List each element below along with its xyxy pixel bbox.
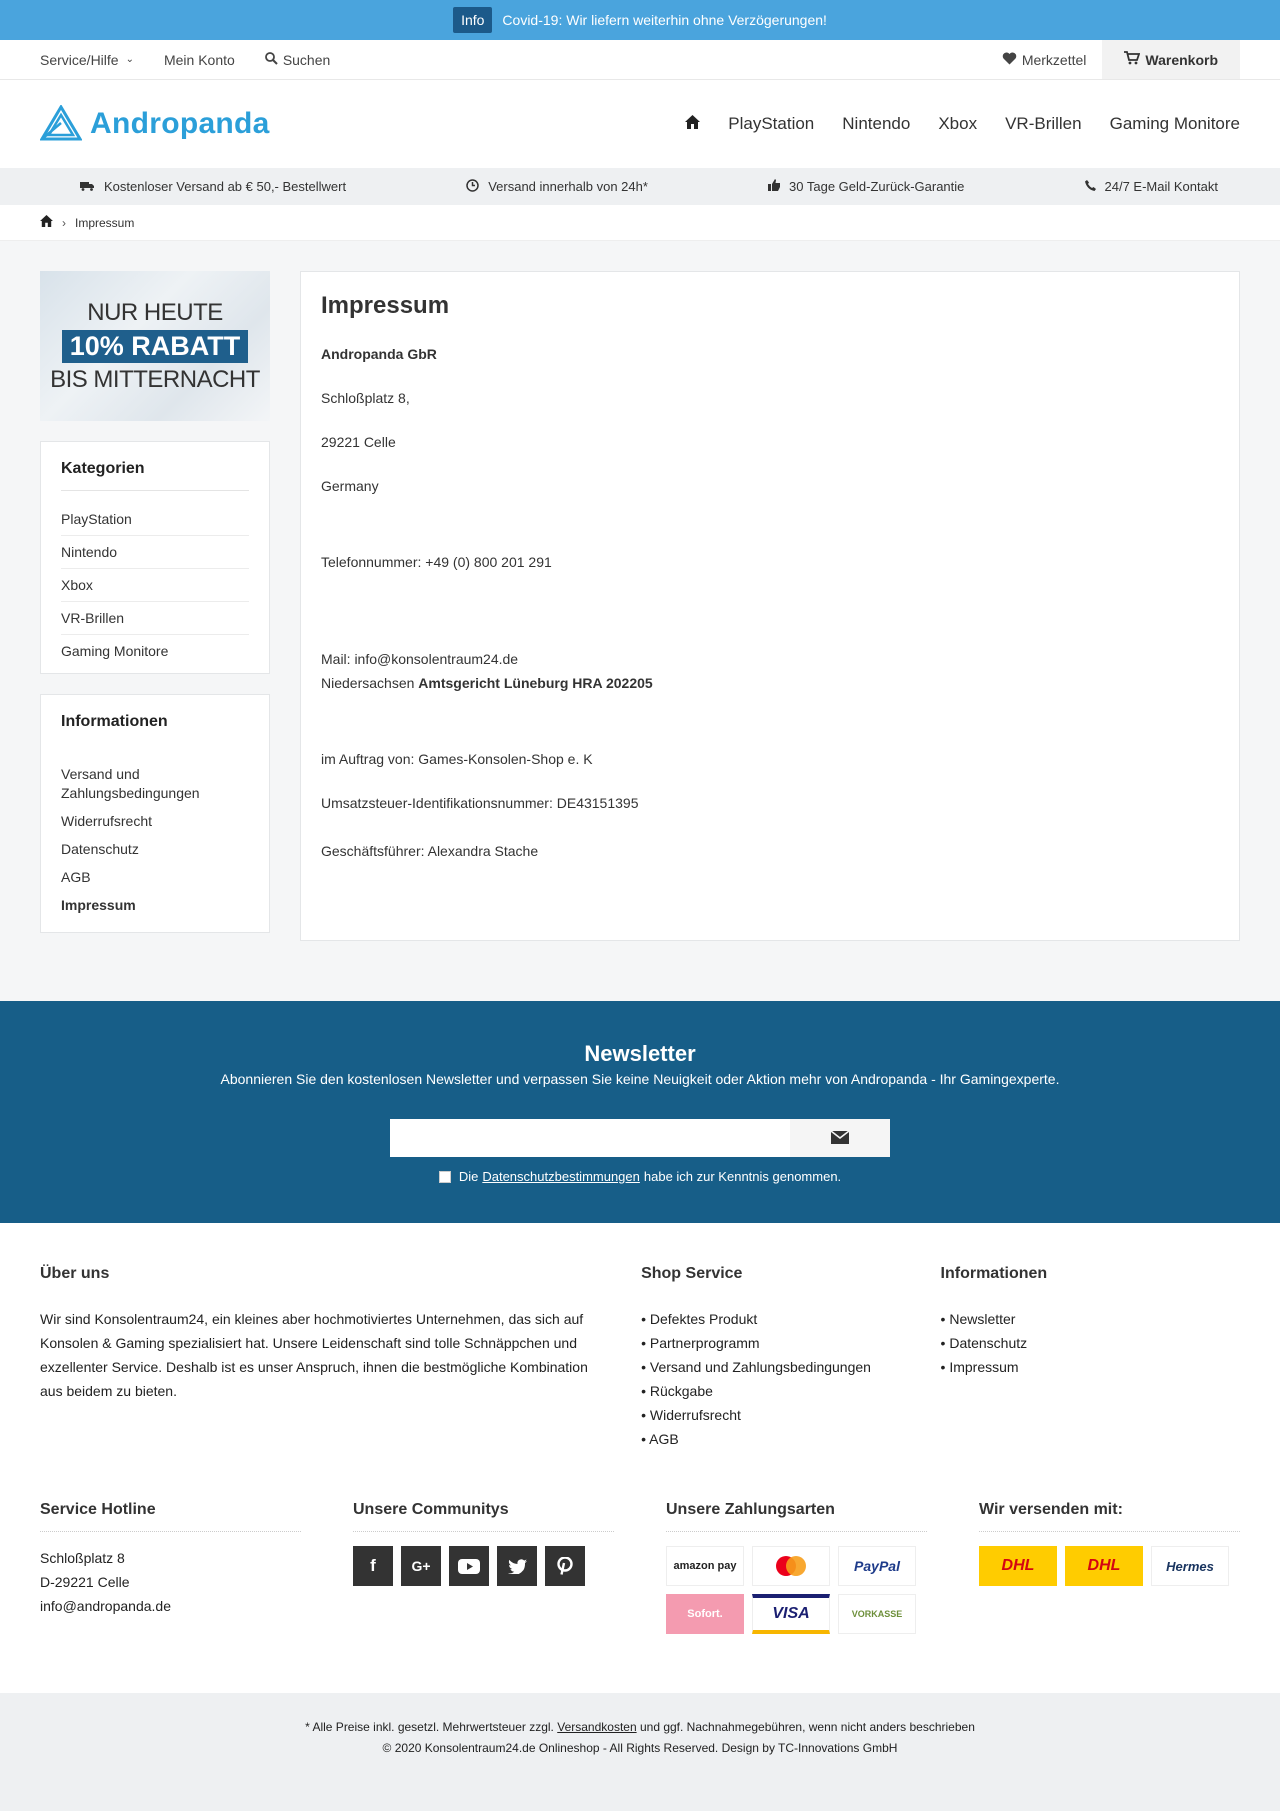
privacy-text-pre: Die (458, 1169, 479, 1184)
footer-shop-title: Shop Service (641, 1265, 743, 1282)
usp-bar (0, 168, 1280, 205)
footer-info-title: Informationen (940, 1265, 1048, 1282)
main-nav (657, 114, 1240, 134)
privacy-checkbox[interactable] (439, 1171, 451, 1183)
search-link[interactable] (265, 52, 330, 68)
footer-shipping-title: Wir versenden mit: (979, 1501, 1240, 1532)
home-icon (685, 115, 700, 129)
nav-home[interactable] (685, 114, 700, 134)
usp-shipping-time-text: Versand innerhalb von 24h* (488, 179, 648, 194)
footer-link-widerrufsrecht[interactable]: • Widerrufsrecht (641, 1403, 940, 1427)
twitter-icon[interactable] (497, 1546, 537, 1586)
info-banner (0, 0, 1280, 40)
court-register: Amtsgericht Lüneburg HRA 202205 (418, 675, 653, 691)
company-street: Schloßplatz 8, (321, 390, 410, 406)
promo-line-2: 10% RABATT (62, 330, 249, 363)
newsletter-form (390, 1119, 890, 1157)
footer-link-datenschutz[interactable]: • Datenschutz (941, 1331, 1240, 1355)
nav-xbox[interactable]: Xbox (938, 114, 978, 133)
paypal-logo: PayPal (838, 1546, 916, 1586)
copyright-bar (0, 1693, 1280, 1811)
promo-banner[interactable] (40, 271, 270, 421)
site-header (0, 80, 1280, 168)
cart-icon (1124, 51, 1140, 68)
breadcrumb-current[interactable]: Impressum (75, 215, 135, 230)
service-help-dropdown[interactable] (40, 52, 134, 68)
mastercard-logo (752, 1546, 830, 1586)
footer-link-rueckgabe[interactable]: • Rückgabe (641, 1379, 940, 1403)
wishlist-link[interactable] (986, 40, 1103, 79)
sidebar-item-versand[interactable]: Versand und Zahlungsbedingungen (61, 766, 200, 801)
envelope-icon (831, 1131, 849, 1144)
sidebar-item-playstation[interactable]: PlayStation (61, 503, 249, 536)
page-title: Impressum (321, 292, 450, 319)
footer-link-agb[interactable]: • AGB (641, 1427, 940, 1451)
wishlist-label: Merkzettel (1021, 51, 1087, 68)
newsletter-section (0, 1001, 1280, 1223)
truck-icon (80, 179, 95, 194)
sidebar-item-nintendo[interactable]: Nintendo (61, 536, 249, 569)
cart-label: Warenkorb (1145, 51, 1218, 68)
cart-button[interactable] (1102, 40, 1240, 79)
company-country: Germany (321, 478, 379, 494)
footer-hotline (40, 1501, 301, 1634)
search-label: Suchen (282, 51, 331, 68)
managing-director: Geschäftsführer: Alexandra Stache (321, 843, 539, 859)
site-footer (0, 1223, 1280, 1693)
clock-icon (466, 179, 479, 195)
phone-icon (1085, 179, 1096, 194)
google-plus-icon[interactable]: G+ (401, 1546, 441, 1586)
chevron-down-icon: ⌄ (125, 54, 134, 65)
footer-payments (666, 1501, 927, 1634)
footer-information (941, 1265, 1240, 1451)
copyright-text: © 2020 Konsolentraum24.de Onlineshop - All Rights Reserved. Design by TC-Innovations GmbH (382, 1741, 898, 1755)
info-badge: Info (453, 7, 492, 33)
sidebar-item-datenschutz[interactable]: Datenschutz (61, 841, 139, 857)
sidebar (40, 271, 270, 1001)
usp-contact (1085, 179, 1218, 194)
categories-box (40, 441, 270, 674)
vorkasse-logo: VORKASSE (838, 1594, 916, 1634)
promo-line-3: BIS MITTERNACHT (50, 365, 260, 393)
newsletter-title: Newsletter (584, 1041, 696, 1066)
thumbs-up-icon (768, 179, 780, 194)
breadcrumb (0, 205, 1280, 241)
usp-free-shipping (80, 179, 346, 194)
company-court-line (321, 671, 1219, 695)
chevron-right-icon: › (62, 215, 66, 230)
footer-about-text: Wir sind Konsolentraum24, ein kleines aber hochmotiviertes Unternehmen, das sich auf Konsolen & Gaming spezialisiert hat. Unsere Leidenschaft sind tolle Schnäppchen und exzellenter Service. Deshalb ist es unser Anspruch, ihnen die bestmögliche Kombination aus beidem zu bieten. (40, 1311, 588, 1399)
nav-vr-brillen[interactable]: VR-Brillen (1005, 114, 1082, 133)
newsletter-subtitle: Abonnieren Sie den kostenlosen Newsletter und verpassen Sie keine Neuigkeit oder Aktion mehr von Andropanda - Ihr Gamingexperte. (220, 1071, 1060, 1087)
privacy-consent (439, 1169, 841, 1184)
footer-community-title: Unsere Communitys (353, 1501, 614, 1532)
company-mail: Mail: info@konsolentraum24.de (321, 651, 519, 667)
categories-title: Kategorien (61, 460, 249, 491)
footer-shipping (979, 1501, 1240, 1634)
vat-id: Umsatzsteuer-Identifikationsnummer: DE43151395 (321, 795, 639, 811)
tax-note-pre: * Alle Preise inkl. gesetzl. Mehrwertsteuer zzgl. (305, 1720, 554, 1734)
sofort-logo: Sofort. (666, 1594, 744, 1634)
company-city: 29221 Celle (321, 434, 396, 450)
sidebar-item-vr-brillen[interactable]: VR-Brillen (61, 602, 249, 635)
order-of: im Auftrag von: Games-Konsolen-Shop e. K (321, 751, 593, 767)
pinterest-icon[interactable] (545, 1546, 585, 1586)
dhl-express-logo: DHL (1065, 1546, 1143, 1586)
footer-about (40, 1265, 641, 1451)
tax-note-post: und ggf. Nachnahmegebühren, wenn nicht anders beschrieben (639, 1720, 975, 1734)
footer-link-impressum[interactable]: • Impressum (941, 1355, 1240, 1379)
sidebar-item-agb[interactable]: AGB (61, 869, 91, 885)
footer-link-versand[interactable]: • Versand und Zahlungsbedingungen (641, 1355, 940, 1379)
info-message: Covid-19: Wir liefern weiterhin ohne Verzögerungen! (502, 12, 827, 28)
privacy-text-post: habe ich zur Kenntnis genommen. (643, 1169, 842, 1184)
tax-note (305, 1717, 975, 1738)
my-account-link[interactable] (164, 52, 235, 68)
footer-communities (353, 1501, 614, 1634)
usp-contact-text: 24/7 E-Mail Kontakt (1104, 179, 1218, 194)
newsletter-submit-button[interactable] (790, 1119, 890, 1157)
shipping-costs-link[interactable]: Versandkosten (557, 1720, 637, 1734)
usp-money-back-text: 30 Tage Geld-Zurück-Garantie (789, 179, 965, 194)
sidebar-item-xbox[interactable]: Xbox (61, 569, 249, 602)
hotline-email[interactable]: info@andropanda.de (40, 1598, 171, 1614)
footer-hotline-title: Service Hotline (40, 1501, 301, 1532)
youtube-icon[interactable] (449, 1546, 489, 1586)
usp-free-shipping-text: Kostenloser Versand ab € 50,- Bestellwert (104, 179, 347, 194)
promo-line-1: NUR HEUTE (87, 298, 223, 326)
court-prefix: Niedersachsen (321, 675, 419, 691)
logo-text: Andropanda (90, 107, 270, 140)
service-help-label: Service/Hilfe (40, 51, 119, 68)
footer-link-defektes-produkt[interactable]: • Defektes Produkt (641, 1307, 940, 1331)
breadcrumb-home-icon[interactable] (40, 215, 53, 230)
nav-nintendo[interactable]: Nintendo (842, 114, 911, 133)
footer-about-title: Über uns (40, 1265, 110, 1282)
dhl-logo: DHL (979, 1546, 1057, 1586)
newsletter-email-input[interactable] (390, 1119, 790, 1157)
privacy-link[interactable]: Datenschutzbestimmungen (482, 1169, 640, 1184)
footer-payment-title: Unsere Zahlungsarten (666, 1501, 927, 1532)
company-name: Andropanda GbR (321, 346, 437, 362)
sidebar-item-gaming-monitore[interactable]: Gaming Monitore (61, 643, 169, 659)
facebook-icon[interactable]: f (353, 1546, 393, 1586)
content-area (0, 241, 1280, 1001)
hotline-city: D-29221 Celle (40, 1574, 130, 1590)
nav-playstation[interactable]: PlayStation (728, 114, 815, 133)
visa-logo: VISA (752, 1594, 830, 1634)
sidebar-item-widerrufsrecht[interactable]: Widerrufsrecht (61, 813, 153, 829)
hermes-logo: Hermes (1151, 1546, 1229, 1586)
service-bar (0, 40, 1280, 80)
logo-triangle-icon (40, 105, 82, 144)
sidebar-item-impressum[interactable]: Impressum (61, 897, 136, 913)
amazon-pay-logo: amazon pay (666, 1546, 744, 1586)
search-icon (265, 52, 278, 68)
my-account-label: Mein Konto (163, 51, 235, 68)
nav-gaming-monitore[interactable]: Gaming Monitore (1109, 114, 1240, 133)
hotline-street: Schloßplatz 8 (40, 1550, 125, 1566)
footer-shop-service (641, 1265, 940, 1451)
usp-shipping-time (466, 179, 648, 195)
usp-money-back (768, 179, 964, 194)
footer-link-newsletter[interactable]: • Newsletter (941, 1307, 1240, 1331)
information-title: Informationen (61, 713, 168, 730)
heart-icon (1002, 52, 1017, 68)
impressum-content (300, 271, 1240, 941)
information-box (40, 694, 270, 933)
company-phone: Telefonnummer: +49 (0) 800 201 291 (321, 554, 552, 570)
site-logo[interactable] (40, 105, 270, 144)
footer-link-partnerprogramm[interactable]: • Partnerprogramm (641, 1331, 940, 1355)
